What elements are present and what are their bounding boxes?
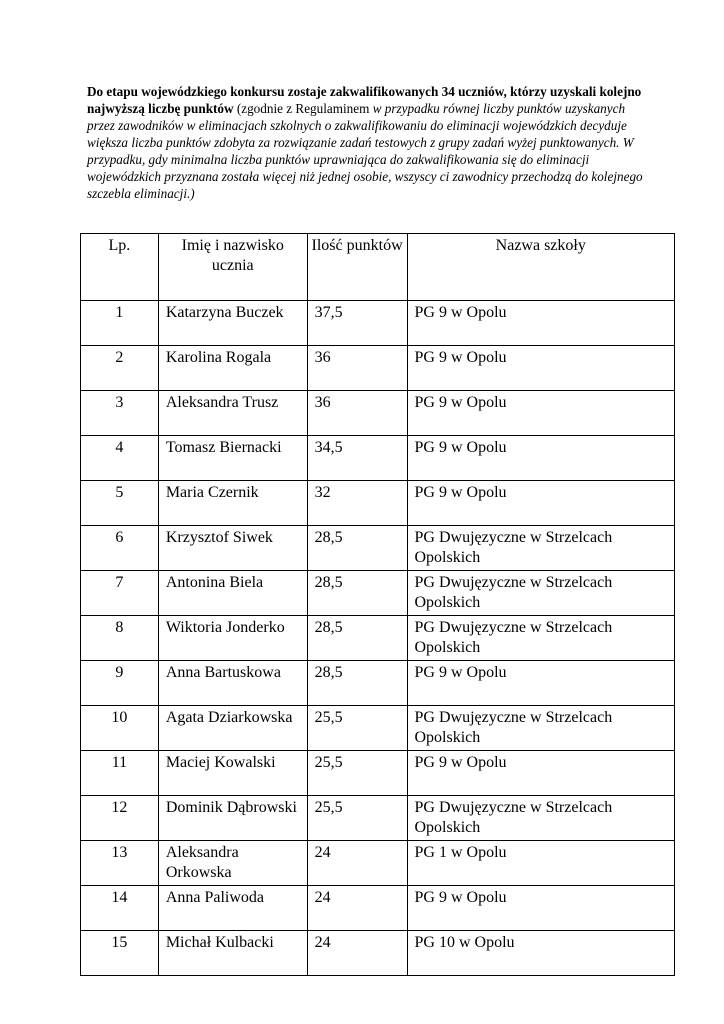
cell-school: PG 10 w Opolu bbox=[407, 931, 675, 976]
table-row bbox=[81, 526, 675, 571]
cell-school: PG 9 w Opolu bbox=[407, 436, 675, 481]
cell-name: Dominik Dąbrowski bbox=[158, 796, 307, 841]
cell-points: 24 bbox=[307, 886, 407, 931]
cell-school: PG 9 w Opolu bbox=[407, 886, 675, 931]
cell-name: Maria Czernik bbox=[158, 481, 307, 526]
cell-points: 28,5 bbox=[307, 616, 407, 661]
cell-school: PG Dwujęzyczne w Strzelcach Opolskich bbox=[407, 616, 675, 661]
results-table bbox=[80, 233, 675, 976]
cell-name: Aleksandra Trusz bbox=[158, 391, 307, 436]
cell-name: Tomasz Biernacki bbox=[158, 436, 307, 481]
table-row bbox=[81, 436, 675, 481]
table-row bbox=[81, 301, 675, 346]
table-row bbox=[81, 346, 675, 391]
cell-school: PG Dwujęzyczne w Strzelcach Opolskich bbox=[407, 706, 675, 751]
cell-name: Agata Dziarkowska bbox=[158, 706, 307, 751]
cell-school: PG Dwujęzyczne w Strzelcach Opolskich bbox=[407, 571, 675, 616]
cell-school: PG 9 w Opolu bbox=[407, 481, 675, 526]
cell-lp: 12 bbox=[81, 796, 159, 841]
intro-paragraph bbox=[87, 83, 647, 202]
intro-plain-text: (zgodnie z Regulaminem bbox=[233, 101, 373, 116]
cell-points: 28,5 bbox=[307, 661, 407, 706]
table-row bbox=[81, 751, 675, 796]
cell-name: Karolina Rogala bbox=[158, 346, 307, 391]
table-row bbox=[81, 796, 675, 841]
cell-name: Krzysztof Siwek bbox=[158, 526, 307, 571]
cell-name: Michał Kulbacki bbox=[158, 931, 307, 976]
cell-lp: 3 bbox=[81, 391, 159, 436]
table-row bbox=[81, 661, 675, 706]
cell-lp: 2 bbox=[81, 346, 159, 391]
cell-school: PG 1 w Opolu bbox=[407, 841, 675, 886]
cell-points: 28,5 bbox=[307, 526, 407, 571]
cell-lp: 14 bbox=[81, 886, 159, 931]
cell-name: Anna Bartuskowa bbox=[158, 661, 307, 706]
cell-school: PG 9 w Opolu bbox=[407, 751, 675, 796]
cell-lp: 15 bbox=[81, 931, 159, 976]
header-points: Ilość punktów bbox=[307, 234, 407, 301]
cell-name: Anna Paliwoda bbox=[158, 886, 307, 931]
cell-points: 36 bbox=[307, 346, 407, 391]
cell-points: 36 bbox=[307, 391, 407, 436]
table-row bbox=[81, 706, 675, 751]
cell-lp: 11 bbox=[81, 751, 159, 796]
table-row bbox=[81, 931, 675, 976]
table-row bbox=[81, 841, 675, 886]
cell-name: Katarzyna Buczek bbox=[158, 301, 307, 346]
cell-school: PG 9 w Opolu bbox=[407, 346, 675, 391]
table-row bbox=[81, 391, 675, 436]
cell-name: Antonina Biela bbox=[158, 571, 307, 616]
cell-lp: 1 bbox=[81, 301, 159, 346]
cell-lp: 10 bbox=[81, 706, 159, 751]
cell-name: Aleksandra Orkowska bbox=[158, 841, 307, 886]
cell-points: 28,5 bbox=[307, 571, 407, 616]
cell-points: 25,5 bbox=[307, 751, 407, 796]
cell-school: PG 9 w Opolu bbox=[407, 661, 675, 706]
cell-school: PG 9 w Opolu bbox=[407, 301, 675, 346]
table-row bbox=[81, 481, 675, 526]
cell-points: 24 bbox=[307, 931, 407, 976]
cell-school: PG 9 w Opolu bbox=[407, 391, 675, 436]
table-row bbox=[81, 571, 675, 616]
intro-bold-text: Do etapu wojewódzkiego konkursu zostaje zakwalifikowanych 34 uczniów, którzy uzyskali kolejno najwyższą liczbę punktów bbox=[87, 84, 642, 116]
cell-lp: 13 bbox=[81, 841, 159, 886]
cell-lp: 5 bbox=[81, 481, 159, 526]
cell-lp: 7 bbox=[81, 571, 159, 616]
cell-lp: 4 bbox=[81, 436, 159, 481]
table-header-row bbox=[81, 234, 675, 301]
cell-school: PG Dwujęzyczne w Strzelcach Opolskich bbox=[407, 526, 675, 571]
cell-points: 25,5 bbox=[307, 796, 407, 841]
cell-school: PG Dwujęzyczne w Strzelcach Opolskich bbox=[407, 796, 675, 841]
header-name: Imię i nazwisko ucznia bbox=[158, 234, 307, 301]
cell-points: 32 bbox=[307, 481, 407, 526]
cell-name: Maciej Kowalski bbox=[158, 751, 307, 796]
table-row bbox=[81, 616, 675, 661]
header-school: Nazwa szkoły bbox=[407, 234, 675, 301]
cell-lp: 9 bbox=[81, 661, 159, 706]
cell-points: 37,5 bbox=[307, 301, 407, 346]
cell-points: 24 bbox=[307, 841, 407, 886]
intro-italic-text: w przypadku równej liczby punktów uzyskanych przez zawodników w eliminacjach szkolnych o zakwalifikowaniu do eliminacji wojewódzkich decyduje większa liczba punktów zdobyta za rozwiązanie zadań testowych z grupy zadań wyżej punktowanych. W przypadku, gdy minimalna liczba punktów uprawniająca do zakwalifikowania się do eliminacji wojewódzkich przyznana została więcej niż jednej osobie, wszyscy ci zawodnicy przechodzą do kolejnego szczebla eliminacji.) bbox=[87, 101, 643, 201]
cell-lp: 8 bbox=[81, 616, 159, 661]
cell-points: 25,5 bbox=[307, 706, 407, 751]
cell-points: 34,5 bbox=[307, 436, 407, 481]
header-lp: Lp. bbox=[81, 234, 159, 301]
cell-name: Wiktoria Jonderko bbox=[158, 616, 307, 661]
table-row bbox=[81, 886, 675, 931]
cell-lp: 6 bbox=[81, 526, 159, 571]
